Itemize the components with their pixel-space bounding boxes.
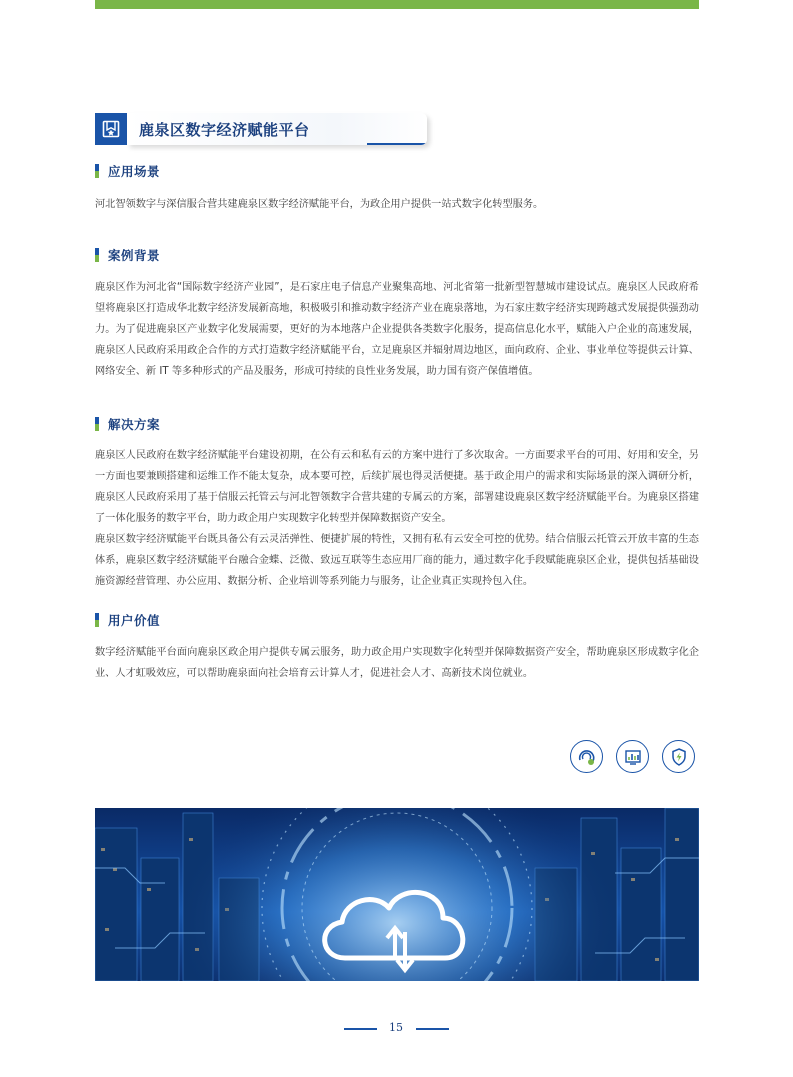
bookmark-star-icon xyxy=(95,113,127,145)
paragraph-scenario: 河北智领数字与深信服合营共建鹿泉区数字经济赋能平台，为政企用户提供一站式数字化转型服务。 xyxy=(95,199,544,210)
paragraph-background: 鹿泉区作为河北省“国际数字经济产业园”，是石家庄电子信息产业聚集高地、河北省第一批新型智慧城市建设试点。鹿泉区人民政府希望将鹿泉区打造成华北数字经济发展新高地，积极吸引和推动数字经济产业在鹿泉落地，为石家庄数字经济实现跨越式发展提供强劲动力。为了促进鹿泉区产业数字化发展需要，更好的为本地落户企业提供各类数字化服务，提高信息化水平，赋能入户企业的高速发展，鹿泉区人民政府采用政企合作的方式打造数字经济赋能平台，立足鹿泉区并辐射周边地区，面向政府、企业、事业单位等提供云计算、网络安全、新 IT 等多种形式的产品及服务，形成可持续的良性业务发展，助力国有资产保值增值。 xyxy=(95,282,699,377)
page-title: 鹿泉区数字经济赋能平台 xyxy=(139,121,310,139)
section-marker xyxy=(95,164,99,178)
page-footer xyxy=(0,1019,793,1039)
section-marker xyxy=(95,248,99,262)
top-accent-bar xyxy=(95,0,699,9)
section-marker xyxy=(95,613,99,627)
title-tab xyxy=(127,113,427,145)
paragraph-solution-2: 鹿泉区数字经济赋能平台既具备公有云灵活弹性、便捷扩展的特性，又拥有私有云安全可控的优势。结合信服云托管云开放丰富的生态体系，鹿泉区数字经济赋能平台融合金蝶、泛微、致远互联等生态应用厂商的能力，通过数字化手段赋能鹿泉区企业，提供包括基础设施资源经营管理、办公应用、数据分析、企业培训等系列能力与服务，让企业真正实现拎包入住。 xyxy=(95,534,699,587)
footer-rule-left xyxy=(344,1028,377,1030)
section-heading-text: 案例背景 xyxy=(108,248,161,263)
analytics-screen-icon xyxy=(616,740,649,773)
section-heading-background xyxy=(95,246,160,264)
cloud-gauge-icon xyxy=(570,740,603,773)
footer-rule-right xyxy=(416,1028,449,1030)
section-heading-text: 应用场景 xyxy=(108,164,161,179)
section-marker xyxy=(95,417,99,431)
section-heading-scenario xyxy=(95,162,160,180)
cloud-city-illustration xyxy=(95,808,699,981)
section-heading-solution xyxy=(95,415,160,433)
feature-icon-row xyxy=(570,740,695,773)
page-number: 15 xyxy=(389,1021,403,1034)
section-heading-value xyxy=(95,611,160,629)
section-heading-text: 用户价值 xyxy=(108,613,161,628)
paragraph-value: 数字经济赋能平台面向鹿泉区政企用户提供专属云服务，助力政企用户实现数字化转型并保障数据资产安全，帮助鹿泉区形成数字化企业、人才虹吸效应，可以帮助鹿泉面向社会培育云计算人才，促进社会人才、高新技术岗位就业。 xyxy=(95,647,699,679)
shield-bolt-icon xyxy=(662,740,695,773)
section-heading-text: 解决方案 xyxy=(108,417,161,432)
paragraph-solution-1: 鹿泉区人民政府在数字经济赋能平台建设初期，在公有云和私有云的方案中进行了多次取舍。一方面要求平台的可用、好用和安全，另一方面也要兼顾搭建和运维工作不能太复杂，成本要可控，后续扩展也得灵活便捷。基于政企用户的需求和实际场景的深入调研分析，鹿泉区人民政府采用了基于信服云托管云与河北智领数字合营共建的专属云的方案，部署建设鹿泉区数字经济赋能平台。为鹿泉区搭建了一体化服务的数字平台，助力政企用户实现数字化转型并保障数据资产安全。 xyxy=(95,450,699,524)
